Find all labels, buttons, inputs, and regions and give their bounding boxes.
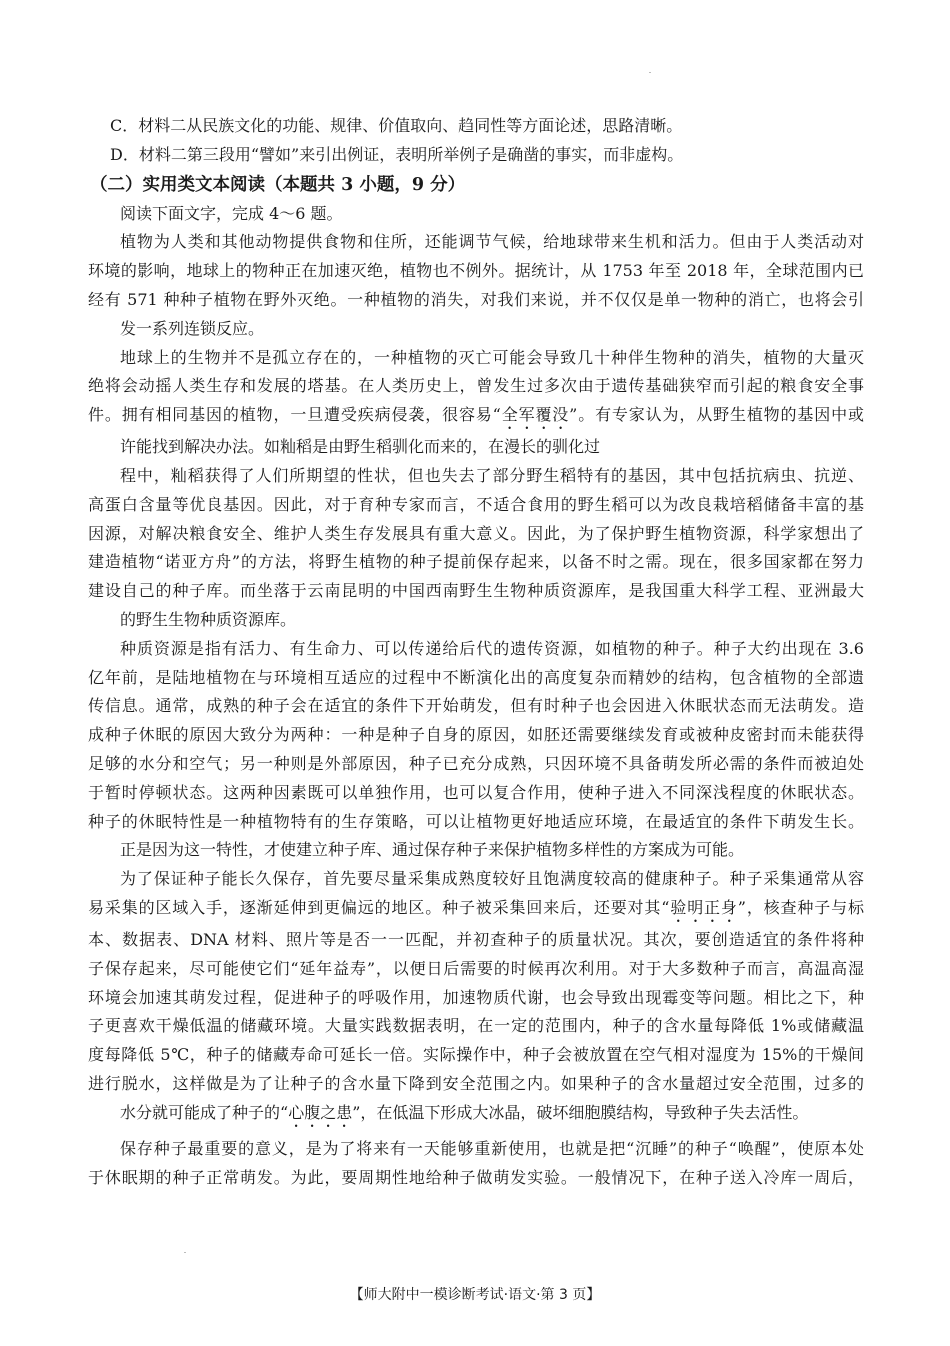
paragraph-6	[88, 1135, 864, 1193]
text-fragment: 易采集的区域入手，逐渐延伸到更偏远的地区。种子被采集回来后，还要对其“	[88, 897, 670, 917]
text-line: 为了保证种子能长久保存，首先要尽量采集成熟度较好且饱满度较高的健康种子。种子采集通常从容	[120, 869, 864, 889]
text-line: 于暂时停顿状态。这两种因素既可以单独作用，也可以复合作用，使种子进入不同深浅程度的休眠状态。	[88, 782, 864, 802]
paragraph-1	[88, 228, 864, 343]
paragraph-2	[88, 344, 864, 462]
emphasized-phrase: 心腹之患	[288, 1102, 353, 1122]
emphasized-phrase: 全军覆没	[500, 405, 570, 425]
option-d: D．材料二第三段用“譬如”来引出例证，表明所举例子是确凿的事实，而非虚构。	[110, 144, 684, 164]
text-line: 地球上的生物并不是孤立存在的，一种植物的灭亡可能会导致几十种伴生物种的消失，植物的大量灭	[120, 347, 864, 367]
text-line	[88, 894, 864, 926]
text-line: 本、数据表、DNA 材料、照片等是否一一匹配，并初查种子的质量状况。其次，要创造适宜的条件将种	[88, 929, 864, 949]
option-c: C．材料二从民族文化的功能、规律、价值取向、趋同性等方面论述，思路清晰。	[110, 116, 683, 135]
text-line: 植物为人类和其他动物提供食物和住所，还能调节气候，给地球带来生机和活力。但由于人类活动对	[120, 232, 864, 252]
text-line: 正是因为这一特性，才使建立种子库、通过保存种子来保护植物多样性的方案成为可能。	[120, 840, 745, 860]
text-line: 建设自己的种子库。而坐落于云南昆明的中国西南野生生物种质资源库，是我国重大科学工程、亚洲最大	[88, 581, 864, 601]
paragraph-4	[88, 635, 864, 865]
text-line: 种质资源是指有活力、有生命力、可以传递给后代的遗传资源，如植物的种子。种子大约出现在 3.6	[120, 638, 864, 658]
text-line: 环境的影响，地球上的物种正在加速灭绝，植物也不例外。据统计，从 1753 年至 2018 年，全球范围内已	[88, 261, 864, 281]
text-line: 成种子休眠的原因大致分为两种：一种是种子自身的原因，如胚还需要继续发育或被种皮密封而未能获得	[88, 725, 864, 745]
instruction: 阅读下面文字，完成 4～6 题。	[120, 203, 343, 223]
text-fragment: ”，在低温下形成大冰晶，破坏细胞膜结构，导致种子失去活性。	[352, 1102, 809, 1122]
text-line: 高蛋白含量等优良基因。因此，对于育种专家而言，不适合食用的野生稻可以为改良栽培稻储备丰富的基	[88, 494, 864, 514]
text-line: 子更喜欢干燥低温的储藏环境。大量实践数据表明，在一定的范围内，种子的含水量每降低 1%或储藏温	[88, 1016, 864, 1036]
page-content	[88, 112, 864, 1192]
text-line: 经有 571 种种子植物在野外灭绝。一种植物的消失，对我们来说，并不仅仅是单一物种的消亡，也将会引	[88, 289, 864, 309]
text-line	[88, 401, 864, 433]
section-title: （二）实用类文本阅读（本题共 3 小题，9 分）	[90, 174, 466, 195]
text-fragment: 件。拥有相同基因的植物，一旦遭受疾病侵袭，很容易“	[88, 405, 501, 425]
text-line: 足够的水分和空气；另一种则是外部原因，种子已充分成熟，只因环境不具备萌发所必需的条件而被迫处	[88, 753, 864, 773]
paragraph-3	[88, 462, 864, 635]
text-line: 度每降低 5℃，种子的储藏寿命可延长一倍。实际操作中，种子会被放置在空气相对湿度为 15%的干燥间	[88, 1045, 864, 1065]
text-line	[88, 1099, 864, 1131]
text-line: 的野生生物种质资源库。	[120, 609, 297, 629]
text-line: 种子的休眠特性是一种植物特有的生存策略，可以让植物更好地适应环境，在最适宜的条件下萌发生长。	[88, 811, 864, 831]
text-fragment: ”。有专家认为，从野生植物的基因中或	[569, 405, 864, 425]
scan-speck	[184, 1252, 186, 1253]
emphasized-phrase: 验明正身	[669, 897, 738, 917]
text-line: 建造植物“诺亚方舟”的方法，将野生植物的种子提前保存起来，以备不时之需。现在，很多国家都在努力	[88, 552, 864, 572]
text-line: 保存种子最重要的意义，是为了将来有一天能够重新使用，也就是把“沉睡”的种子“唤醒”，使原本处	[120, 1138, 864, 1158]
text-fragment: 水分就可能成了种子的“	[120, 1102, 289, 1122]
page-footer: 【师大附中一模诊断考试·语文·第 3 页】	[349, 1287, 601, 1303]
text-line: 亿年前，是陆地植物在与环境相互适应的过程中不断演化出的高度复杂而精妙的结构，包含植物的全部遗	[88, 667, 864, 687]
text-line: 程中，籼稻获得了人们所期望的性状，但也失去了部分野生稻特有的基因，其中包括抗病虫、抗逆、	[120, 465, 864, 485]
text-line: 因源，对解决粮食安全、维护人类生存发展具有重大意义。因此，为了保护野生植物资源，科学家想出了	[88, 523, 864, 543]
text-line: 许能找到解决办法。如籼稻是由野生稻驯化而来的，在漫长的驯化过	[120, 437, 601, 457]
text-line: 发一系列连锁反应。	[120, 318, 265, 338]
text-line: 传信息。通常，成熟的种子会在适宜的条件下开始萌发，但有时种子也会因进入休眠状态而无法萌发。造	[88, 696, 864, 716]
scan-speck	[649, 72, 651, 73]
text-line: 环境会加速其萌发过程，促进种子的呼吸作用，加速物质代谢，也会导致出现霉变等问题。相比之下，种	[88, 987, 864, 1007]
paragraph-5	[88, 865, 864, 1131]
text-line: 子保存起来，尽可能使它们“延年益寿”，以便日后需要的时候再次利用。对于大多数种子而言，高温高湿	[88, 958, 864, 978]
text-line: 于休眠期的种子正常萌发。为此，要周期性地给种子做萌发实验。一般情况下，在种子送入冷库一周后，	[88, 1167, 864, 1187]
text-fragment: ”，核查种子与标	[737, 897, 864, 917]
text-line: 进行脱水，这样做是为了让种子的含水量下降到安全范围之内。如果种子的含水量超过安全范围，过多的	[88, 1073, 864, 1093]
text-line: 绝将会动摇人类生存和发展的塔基。在人类历史上，曾发生过多次由于遗传基础狭窄而引起的粮食安全事	[88, 376, 864, 396]
